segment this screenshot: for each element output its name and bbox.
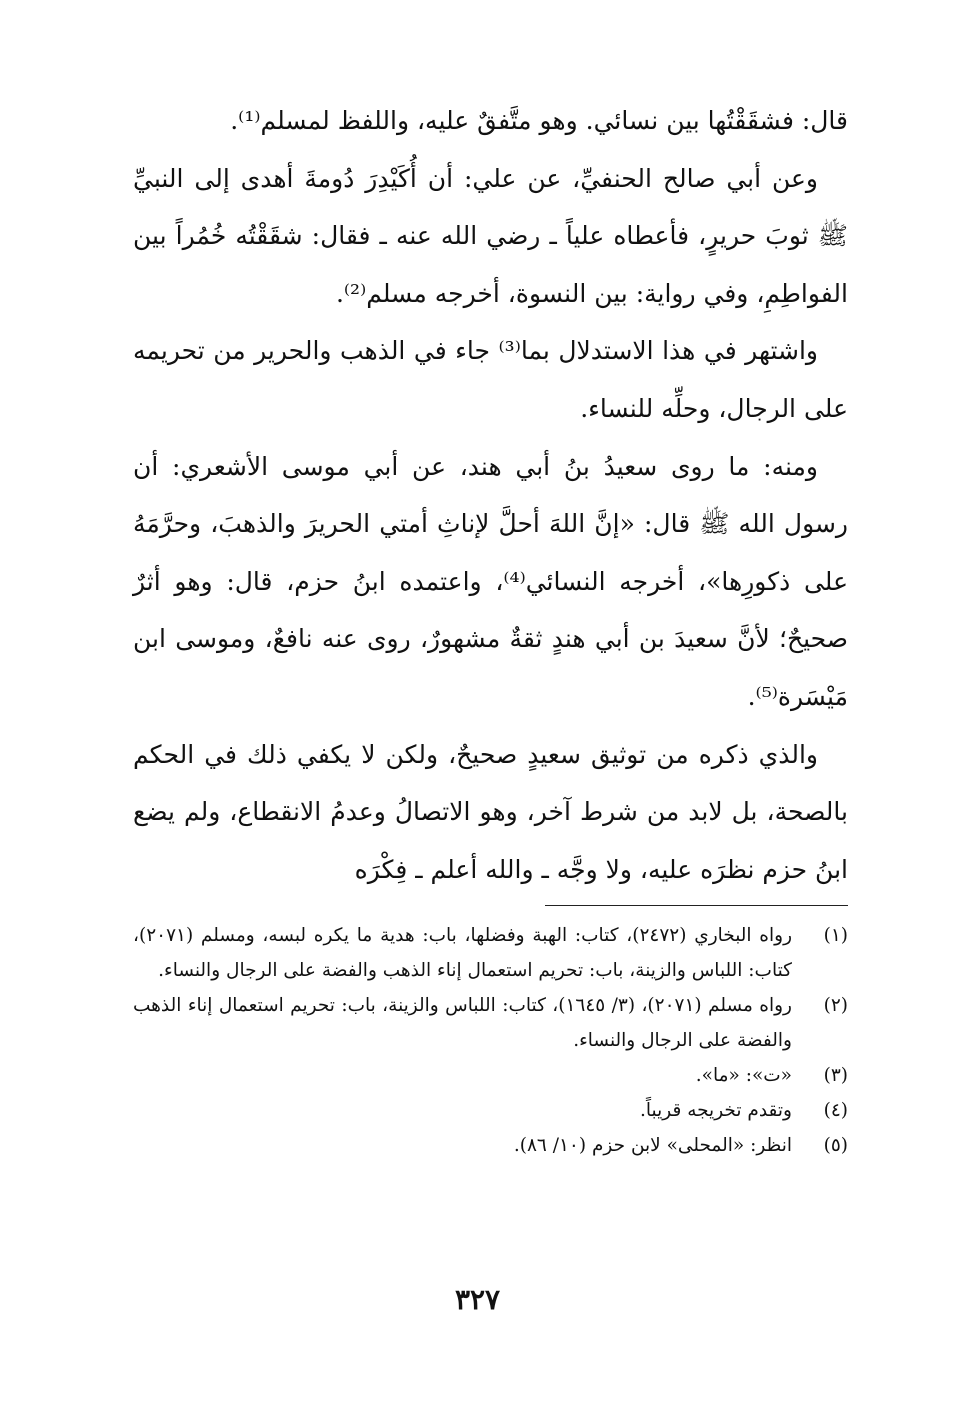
body-text	[133, 92, 848, 898]
footnote-number: (٥)	[823, 1135, 848, 1156]
footnote-text: «ت»: «ما».	[695, 1065, 792, 1086]
footnote-text: رواه مسلم (٢٠٧١)، (٣/ ١٦٤٥)، كتاب: اللباس والزينة، باب: تحريم استعمال إناء الذهب والفضة على الرجال والنساء.	[133, 995, 792, 1051]
paragraph: واشتهر في هذا الاستدلال بما⁽³⁾ جاء في الذهب والحرير من تحريمه على الرجال، وحلِّه للنساء.	[133, 336, 848, 423]
footnote-number: (١)	[823, 925, 848, 946]
paragraph: وعن أبي صالح الحنفيِّ، عن علي: أن أُكَيْدِرَ دُومةَ أهدى إلى النبيِّ ﷺ ثوبَ حريرٍ، فأعطاه علياً ـ رضي الله عنه ـ فقال: شقَقْتُه خُمُراً بين الفواطِمِ، وفي رواية: بين النسوة، أخرجه مسلم⁽²⁾.	[133, 163, 848, 308]
paragraph: ومنه: ما روى سعيدُ بنُ أبي هند، عن أبي موسى الأشعري: أن رسول الله ﷺ قال: «إنَّ اللهَ أحلَّ لإناثِ أمتي الحريرَ والذهبَ، وحرَّمَهُ على ذكورِها»، أخرجه النسائي⁽⁴⁾، واعتمده ابنُ حزم، قال: وهو أثرٌ صحيحٌ؛ لأنَّ سعيدَ بن أبي هندٍ ثقةٌ مشهورٌ، روى عنه نافعٌ، وموسى ابن مَيْسَرة⁽⁵⁾.	[133, 451, 848, 711]
footnote-number: (٣)	[823, 1065, 848, 1086]
paragraph: والذي ذكره من توثيق سعيدٍ صحيحٌ، ولكن لا يكفي ذلك في الحكم بالصحة، بل لابد من شرط آخر، وهو الاتصالُ وعدمُ الانقطاع، ولم يضع ابنُ حزم نظرَه عليه، ولا وجَّه ـ والله أعلم ـ فِكْرَه	[133, 739, 848, 884]
footnote-number: (٢)	[823, 995, 848, 1016]
footnote-item	[133, 1093, 848, 1128]
footnote-text: انظر: «المحلى» لابن حزم (١٠/ ٨٦).	[513, 1135, 792, 1156]
page-number: ٣٢٧	[454, 1283, 501, 1316]
footnote-item	[133, 1058, 848, 1093]
footnote-item	[133, 988, 848, 1058]
footnotes	[133, 918, 848, 1163]
footnote-item	[133, 918, 848, 988]
footnote-text: رواه البخاري (٢٤٧٢)، كتاب: الهبة وفضلها، باب: هدية ما يكره لبسه، ومسلم (٢٠٧١)، كتاب: اللباس والزينة، باب: تحريم استعمال إناء الذهب والفضة على الرجال والنساء.	[133, 925, 792, 981]
paragraph: قال: فشقَقْتُها بين نسائي. وهو متَّفقٌ عليه، واللفظ لمسلم⁽¹⁾.	[230, 106, 848, 135]
footnote-item	[133, 1128, 848, 1163]
footnote-text: وتقدم تخريجه قريباً.	[640, 1100, 792, 1121]
footnote-divider	[545, 905, 848, 906]
footnote-number: (٤)	[823, 1100, 848, 1121]
